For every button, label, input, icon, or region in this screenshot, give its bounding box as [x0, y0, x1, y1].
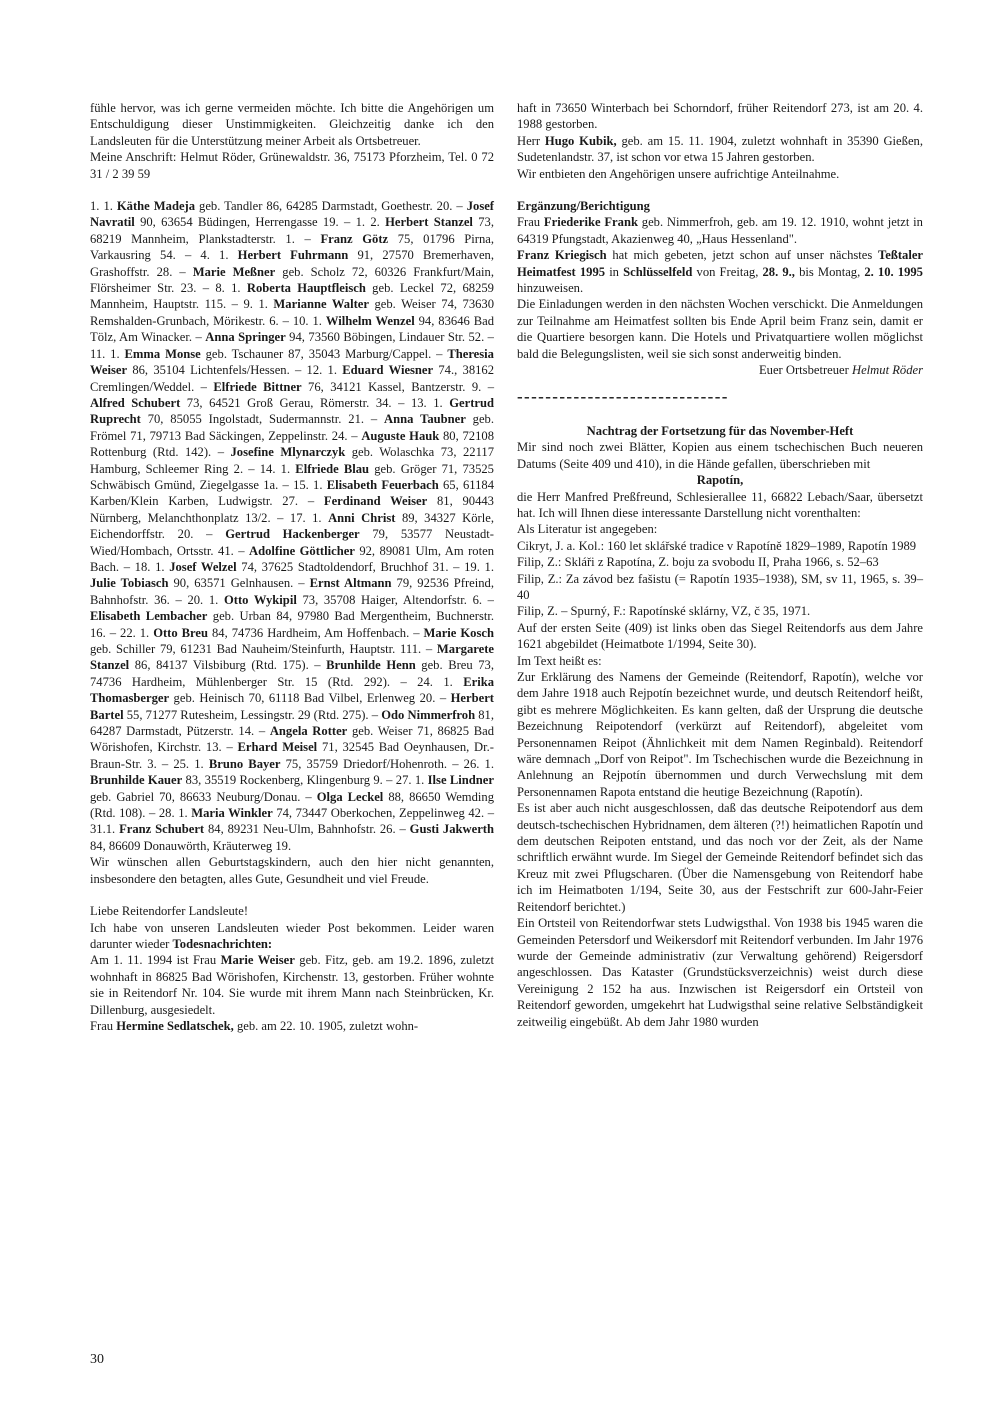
correction-name: Friederike Frank [543, 215, 638, 230]
birthday-name: Ferdinand Weiser [323, 494, 428, 509]
birthday-list [90, 198, 494, 854]
birthday-name: Elfriede Blau [295, 461, 370, 476]
birthday-name: Marianne Walter [273, 297, 369, 312]
birthday-name: Elfriede Bittner [213, 379, 302, 394]
birthday-name: Franz Schubert [119, 822, 205, 837]
birthday-details: 75, 35759 Driedorf/Hohenroth. – 26. 1. [280, 756, 494, 771]
birthday-name: Anna Springer [205, 330, 286, 345]
supplement-heading: Nachtrag der Fortsetzung für das November-Heft [586, 423, 854, 438]
birthday-name: Gertrud Ruprecht [90, 395, 494, 427]
signature-name: Helmut Röder [852, 363, 923, 378]
birthday-name: Brunhilde Henn [326, 658, 416, 673]
birthday-details: 74, 73447 Oberkochen, Zeppelinweg 42. – 31.1. [90, 806, 495, 837]
intro-paragraph: fühle hervor, was ich gerne vermeiden möchte. Ich bitte die Angehörigen um Entschuldigung dieser Unstimmigkeiten. Gleichzeitig danke ich den Landsleuten für die Unterstützung meiner Arbeit als Ortsbetreuer. [90, 101, 494, 148]
wishes-paragraph: Wir wünschen allen Geburtstagskindern, auch den hier nicht genannten, insbesondere den betagten, alles Gute, Gesundheit und viel Freude. [90, 855, 494, 886]
birthday-details: geb. Schiller 79, 61231 Bad Nauheim/Steinfurth, Hauptstr. 111. – [90, 642, 437, 656]
birthday-name: Herbert Stanzel [385, 215, 473, 230]
seal-paragraph: Auf der ersten Seite (409) ist links oben das Siegel Reitendorfs aus dem Jahre 1621 abgebildet (Heimatbote 1/1994, Seite 30). [517, 620, 923, 652]
rapotin-heading: Rapotín, [696, 473, 744, 488]
death2-continued: haft in 73650 Winterbach bei Schorndorf, früher Reitendorf 273, ist am 20. 4. 1988 gestorben. [517, 101, 923, 132]
kriegisch-name: Franz Kriegisch [517, 248, 607, 263]
reference-4: Filip, Z. – Spurný, F.: Rapotínské sklárny, VZ, č 35, 1971. [517, 604, 811, 619]
birthday-name: Marie Meßner [192, 264, 276, 279]
birthday-details: 80, 72108 Rottenburg (Rtd. 142). – [90, 428, 494, 460]
birthday-name: Erhard Meisel [237, 740, 318, 755]
reference-2: Filip, Z.: Skláři z Rapotína, Z. boju za svobodu II, Praha 1966, s. 52–63 [517, 555, 879, 570]
birthday-name: Otto Wykipil [223, 592, 297, 607]
post-paragraph [90, 920, 494, 953]
birthday-name: Olga Leckel [316, 789, 384, 804]
death-notice-2 [90, 1018, 494, 1034]
todesnachrichten-label: Todesnachrichten: [172, 936, 273, 951]
fest-place: Schlüsselfeld [623, 264, 693, 279]
death2-text: geb. am 22. 10. 1905, zuletzt wohn- [236, 1018, 419, 1033]
fest-name: Teßtaler Heimatfest 1995 [517, 248, 924, 279]
signature-prefix: Euer Ortsbetreuer [758, 363, 849, 378]
birthday-details: 74., 38162 Cremlingen/Weddel. – [90, 363, 495, 394]
birthday-name: Herbert Bartel [90, 691, 494, 722]
correction-start: Frau [517, 215, 541, 230]
birthday-name: Roberta Hauptfleisch [246, 281, 366, 296]
kriegisch-paragraph [517, 247, 923, 296]
explanation-paragraph: Zur Erklärung des Namens der Gemeinde (Reitendorf, Rapotín), welche vor dem Jahre 1918 auch Rejpotín bezeichnet wurde, und deutsch Reitendorf heißt, gibt es mehrere Möglichkeiten. Es kann gelten, daß der Ursprung die deutsche Bezeichnung Reipotendorf (verkürzt auf Reitendorf), abgeleitet vom Personennamen Reipot (Ähnlichkeit mit dem Namen Reginbald). Reitendorf wäre demnach „Dorf von Reipot". Im Tschechischen wurde die Bezeichnung in Anlehnung an Rejpotín übernommen und durch Verwechslung mit dem Personennamen Rapota entstand die heutige Bezeichnung (Rapotín). [517, 670, 923, 799]
birthday-name: Alfred Schubert [90, 395, 181, 410]
birthday-name: Marie Kosch [423, 625, 494, 640]
birthday-name: Bruno Bayer [208, 756, 281, 771]
death2-start: Frau [90, 1018, 114, 1033]
birthday-details: 81, 90443 Nürnberg, Melanchthonplatz 13/2. – 17. 1. [90, 494, 494, 525]
literature-label: Als Literatur ist angegeben: [517, 522, 658, 537]
birthday-details: 76, 34121 Kassel, Bantzerstr. 9. – [301, 379, 494, 394]
birthday-name: Emma Monse [124, 346, 201, 361]
birthday-name: Brunhilde Kauer [90, 773, 183, 788]
birthday-name: Ernst Altmann [309, 576, 392, 591]
birthday-name: Odo Nimmerfroh [381, 707, 476, 722]
birthday-details: 79, 53577 Neustadt-Wied/Hombach, Ortsstr. 41. – [90, 527, 494, 558]
text-label: Im Text heißt es: [517, 653, 602, 668]
reference-1: Cikryt, J. a. Kol.: 160 let sklářské tradice v Rapotíně 1829–1989, Rapotín 1989 [517, 538, 917, 553]
kriegisch-end: hinzuweisen. [517, 281, 584, 296]
birthday-name: Anna Taubner [384, 412, 466, 427]
condolence: Wir entbieten den Angehörigen unsere aufrichtige Anteilnahme. [517, 166, 840, 181]
supplement-intro: Mir sind noch zwei Blätter, Kopien aus einem tschechischen Buch neueren Datums (Seite 409 und 410), in die Hände gefallen, überschrieben mit [517, 440, 923, 471]
birthday-details: 65, 61184 Karben/Klein Karben, Ludwigstr. 27. – [90, 477, 494, 509]
birthday-details: 73, 68219 Mannheim, Plankstadterstr. 1. – [90, 215, 494, 246]
kriegisch-in: in [609, 264, 619, 279]
birthday-details: geb. Gröger 71, 73525 Schwäbisch Gmünd, Ziegelgasse 1a. – 15. 1. [90, 461, 494, 492]
birthday-details: 83, 35519 Rockenberg, Klingenburg 9. – 27. 1. [182, 773, 428, 788]
birthday-details: 55, 71277 Rutesheim, Lessingstr. 29 (Rtd. 275). – [123, 707, 382, 722]
fest-end-date: 2. 10. 1995 [864, 264, 923, 279]
birthday-name: Julie Tobiasch [90, 576, 169, 591]
page-number: 30 [90, 1352, 104, 1367]
birthday-details: geb. Scholz 72, 60326 Frankfurt/Main, Flörsheimer Str. 23. – 8. 1. [90, 264, 494, 296]
death3-start: Herr [517, 133, 541, 148]
death-notice-3 [517, 133, 923, 166]
birthday-details: 71, 32545 Bad Oeynhausen, Dr.-Braun-Str. 3. – 25. 1. [90, 740, 494, 771]
right-column [517, 100, 923, 1030]
hybrid-paragraph: Es ist aber auch nicht ausgeschlossen, daß das deutsche Reipotendorf aus dem deutsch-tschechischen Hybridnamen, dem älteren (?!) heimatlichen Rapotín und dem deutschen Reipoten entstand, und das noch vor der Zeit, als der Name schriftlich erwähnt wurde. Im Siegel der Gemeinde Reitendorf befindet sich das Kreuz mit zwei Pflugscharen. (Über die Namensgebung von Reitendorf habe ich im Heimatboten 1/194, Seite 30, aus der Festschrift zur 600-Jahr-Feier Reitendorf berichtet.) [517, 801, 923, 914]
left-column [90, 100, 494, 1034]
kriegisch-text: hat mich gebeten, jetzt schon auf unser nächstes [612, 248, 873, 263]
correction-heading: Ergänzung/Berichtigung [517, 199, 650, 214]
address-paragraph: Meine Anschrift: Helmut Röder, Grünewaldstr. 36, 75173 Pforzheim, Tel. 0 72 31 / 2 39 59 [90, 150, 494, 181]
kriegisch-from: von Freitag, [696, 264, 759, 279]
birthday-details: 75, 01796 Pirna, Varkausring 54. – 4. 1. [90, 231, 494, 263]
birthday-details: 84, 74736 Hardheim, Am Hoffenbach. – [208, 625, 424, 640]
section-divider: ------------------------------ [517, 388, 729, 405]
birthday-name: Josef Navratil [90, 199, 494, 230]
birthday-details: 91, 27570 Bremerhaven, Grashoffstr. 28. – [90, 248, 495, 279]
birthday-details: 70, 85055 Ingolstadt, Sudermannstr. 21. – [140, 412, 385, 427]
birthday-name: Franz Götz [320, 231, 389, 246]
birthday-details: 86, 84137 Vilsbiburg (Rtd. 175). – [129, 658, 327, 673]
birthday-name: Gusti Jakwerth [409, 822, 494, 837]
birthday-name: Elisabeth Feuerbach [326, 477, 439, 492]
birthday-details: geb. Heinisch 70, 61118 Bad Vilbel, Erlenweg 20. – [169, 691, 451, 706]
birthday-details: 86, 35104 Lichtenfels/Hessen. – 12. 1. [127, 363, 343, 378]
birthday-details: 81, 64287 Darmstadt, Pützerstr. 14. – [90, 707, 495, 739]
birthday-details: 88, 86650 Wemding (Rtd. 108). – 28. 1. [90, 789, 494, 821]
translator-paragraph: die Herr Manfred Preßfreund, Schlesierallee 11, 66822 Lebach/Saar, übersetzt hat. Ich will Ihnen diese interessante Darstellung nicht vorenthalten: [517, 489, 923, 520]
birthday-name: Theresia Weiser [90, 346, 494, 378]
birthday-details: geb. Gabriel 70, 86633 Neuburg/Donau. – [90, 789, 317, 804]
invitation-paragraph: Die Einladungen werden in den nächsten Wochen verschickt. Die Anmeldungen zur Teilnahme am Heimatfest sollten bis Ende April beim Franz sein, damit er die Quartiere besorgen kann. Die Hotels und Privatquartiere wollen möglichst bald die Belegungslisten, weil sie sich sonst anderweitig binden. [517, 297, 923, 361]
death1-start: Am 1. 11. 1994 ist Frau [90, 953, 217, 968]
birthday-details: 89, 34327 Körle, Eichendorffstr. 20. – [90, 510, 494, 542]
birthday-details: 94, 73560 Böbingen, Lindauer Str. 52. – 11. 1. [90, 330, 494, 361]
birthday-name: Otto Breu [153, 625, 209, 640]
birthday-name: Adolfine Göttlicher [248, 543, 355, 558]
birthday-details: geb. Wolaschka 73, 22117 Hamburg, Schleemer Ring 2. – 14. 1. [90, 445, 494, 476]
birthday-details: 94, 83646 Bad Tölz, Am Winacker. – [90, 313, 494, 345]
correction-paragraph [517, 214, 923, 247]
birthday-details: 74, 37625 Stadtoldendorf, Bruchhof 31. – 19. 1. [236, 559, 494, 574]
birthday-details: 73, 35708 Haiger, Altendorfstr. 6. – [296, 592, 494, 607]
death3-name: Hugo Kubik, [544, 133, 617, 148]
birthday-name: Käthe Madeja [116, 199, 196, 214]
birthday-name: Auguste Hauk [361, 428, 440, 443]
death1-name: Marie Weiser [220, 953, 295, 968]
death3-text: geb. am 15. 11. 1904, zuletzt wohnhaft in 35390 Gießen, Sudetenlandstr. 37, ist schon vor etwa 15 Jahren gestorben. [517, 133, 923, 165]
birthday-details: geb. Weiser 71, 86825 Bad Wörishofen, Kirchstr. 13. – [90, 724, 495, 755]
death-notice-1 [90, 952, 494, 1018]
greeting: Liebe Reitendorfer Landsleute! [90, 904, 249, 919]
correction-text: geb. Nimmerfroh, geb. am 19. 12. 1910, wohnt jetzt in 64319 Pfungstadt, Akazienweg 40, „Haus Hessenland". [517, 215, 923, 246]
birthday-details: 73, 64521 Groß Gerau, Römerstr. 34. – 13. 1. [180, 395, 450, 410]
birthday-details: 79, 92536 Pfreind, Bahnhofstr. 36. – 20. 1. [90, 576, 494, 607]
birthday-name: Herbert Fuhrmann [237, 248, 349, 263]
kriegisch-until: bis Montag, [799, 264, 861, 279]
death2-name: Hermine Sedlatschek, [116, 1018, 234, 1033]
fest-start-date: 28. 9., [762, 264, 795, 279]
birthday-name: Gertrud Hackenberger [225, 527, 360, 542]
birthday-details: 84, 89231 Neu-Ulm, Bahnhofstr. 26. – [204, 822, 410, 837]
birthday-date: 1. 1. [90, 199, 117, 214]
death1-text: geb. Fitz, geb. am 19.2. 1896, zuletzt wohnhaft in 86825 Bad Wörishofen, Kirchenstr. 13, gestorben. Früher wohnte sie in Reitendorf Nr. 104. Sie wurde mit ihrem Mann nach Steinbrücken, Kr. Dillenburg, ausgesiedelt. [90, 953, 494, 1017]
birthday-details: 84, 86609 Donauwörth, Kräuterweg 19. [90, 838, 292, 853]
birthday-details: geb. Weiser 74, 73630 Remshalden-Grunbach, Mörikestr. 6. – 10. 1. [90, 297, 495, 328]
birthday-name: Wilhelm Wenzel [325, 313, 415, 328]
birthday-name: Anni Christ [328, 510, 396, 525]
birthday-details: geb. Urban 84, 97980 Bad Mergentheim, Buchnerstr. 16. – 22. 1. [90, 609, 494, 640]
birthday-name: Maria Winkler [191, 806, 273, 821]
birthday-name: Angela Rotter [269, 724, 348, 739]
birthday-name: Eduard Wiesner [342, 363, 434, 378]
birthday-details: geb. Tandler 86, 64285 Darmstadt, Goethestr. 20. – [195, 199, 467, 214]
signature [517, 362, 923, 378]
reference-3: Filip, Z.: Za závod bez fašistu (= Rapotín 1935–1938), SM, sv 11, 1965, s. 39–40 [517, 571, 923, 602]
birthday-name: Josefine Mlynarczyk [230, 445, 346, 460]
birthday-name: Josef Welzel [169, 559, 237, 574]
birthday-details: geb. Tschauner 87, 35043 Marburg/Cappel. – [200, 346, 448, 361]
post-text: Ich habe von unseren Landsleuten wieder Post bekommen. Leider waren darunter wieder [90, 920, 494, 951]
birthday-details: 92, 89081 Ulm, Am roten Bach. – 18. 1. [90, 543, 494, 574]
birthday-name: Elisabeth Lembacher [90, 609, 208, 624]
district-paragraph: Ein Ortsteil von Reitendorfwar stets Ludwigsthal. Von 1938 bis 1945 waren die Gemeinden Petersdorf und Weikersdorf mit Reitendorf verbunden. Im Jahr 1976 wurde der Gemeinde administrativ (zur Verwaltung gehörend) Reigersdorf angeschlossen. Das Kataster (Grundstücksverzeichnis) weist durch diese Vereinigung 2 152 ha aus. Inzwischen ist Reigersdorf ein Ortsteil von Reitendorf geworden, umgekehrt hat Ludwigsthal seine relative Selbständigkeit zeitweilig eingebüßt. Ab dem Jahr 1980 wurden [517, 916, 923, 1029]
birthday-name: Margarete Stanzel [90, 642, 494, 673]
birthday-details: 90, 63654 Büdingen, Herrengasse 19. – 1. 2. [134, 215, 386, 230]
birthday-details: geb. Frömel 71, 79713 Bad Säckingen, Zeppelinstr. 24. – [90, 412, 495, 443]
birthday-name: Ilse Lindner [427, 773, 494, 788]
birthday-details: geb. Breu 73, 74736 Hardheim, Mühlenberger Str. 15 (Rtd. 292). – 24. 1. [90, 658, 494, 689]
birthday-name: Erika Thomasberger [90, 674, 494, 706]
birthday-details: geb. Leckel 72, 68259 Mannheim, Hauptstr. 115. – 9. 1. [90, 281, 494, 312]
birthday-details: 90, 63571 Gelnhausen. – [168, 576, 310, 591]
